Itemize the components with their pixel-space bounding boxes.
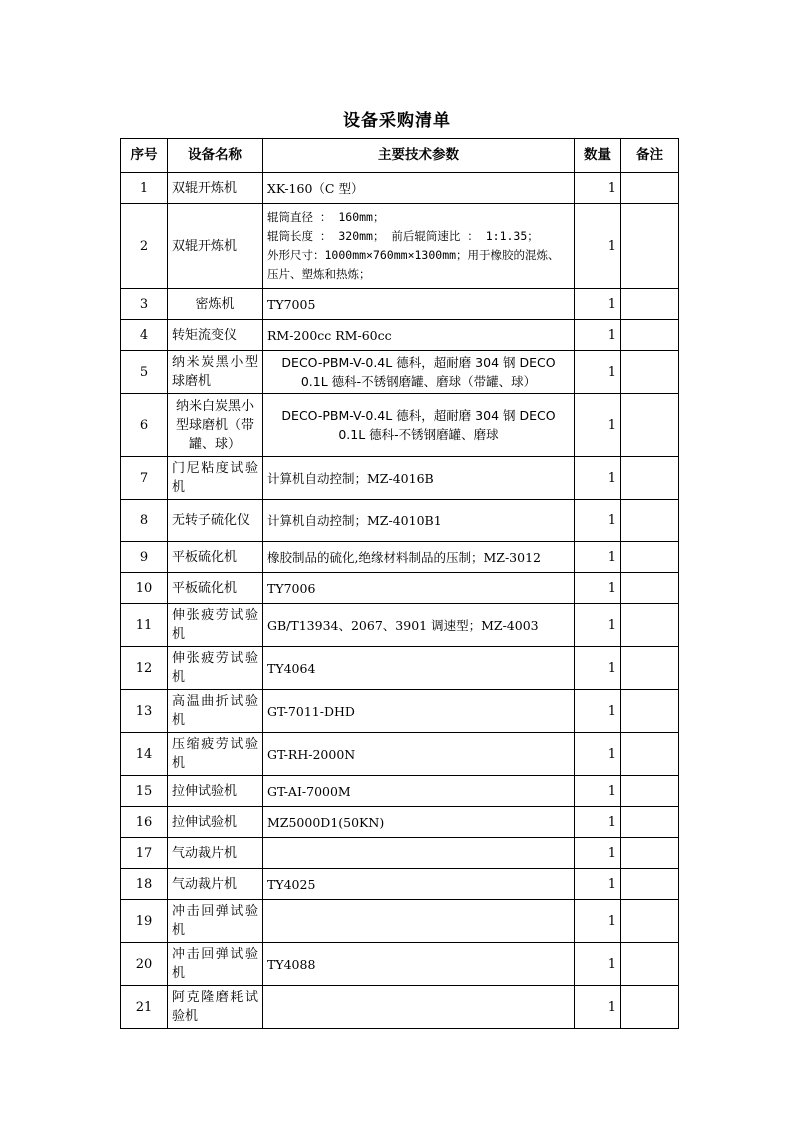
technical-spec: MZ5000D1(50KN): [263, 807, 575, 838]
quantity: 1: [575, 204, 621, 289]
remarks: [621, 838, 679, 869]
quantity: 1: [575, 838, 621, 869]
table-row: [121, 542, 679, 573]
table-row: [121, 733, 679, 776]
technical-spec: RM-200cc RM-60cc: [263, 320, 575, 351]
row-number: 21: [121, 986, 168, 1029]
table-row: [121, 807, 679, 838]
equipment-name: 双辊开炼机: [168, 173, 263, 204]
equipment-name: 平板硫化机: [168, 542, 263, 573]
row-number: 7: [121, 457, 168, 500]
quantity: 1: [575, 733, 621, 776]
quantity: 1: [575, 320, 621, 351]
remarks: [621, 351, 679, 394]
row-number: 8: [121, 500, 168, 542]
row-number: 13: [121, 690, 168, 733]
table-row: [121, 986, 679, 1029]
technical-spec: 橡胶制品的硫化,绝缘材料制品的压制；MZ-3012: [263, 542, 575, 573]
quantity: 1: [575, 289, 621, 320]
equipment-name: 无转子硫化仪: [168, 500, 263, 542]
equipment-name: 伸张疲劳试验机: [168, 647, 263, 690]
quantity: 1: [575, 647, 621, 690]
technical-spec: GT-AI-7000M: [263, 776, 575, 807]
technical-spec: 计算机自动控制；MZ-4010B1: [263, 500, 575, 542]
table-body: [121, 173, 679, 1029]
equipment-name: 伸张疲劳试验机: [168, 604, 263, 647]
row-number: 17: [121, 838, 168, 869]
table-row: [121, 320, 679, 351]
quantity: 1: [575, 394, 621, 457]
row-number: 5: [121, 351, 168, 394]
technical-spec: TY7005: [263, 289, 575, 320]
equipment-name: 平板硫化机: [168, 573, 263, 604]
technical-spec: GT-7011-DHD: [263, 690, 575, 733]
table-row: [121, 943, 679, 986]
table-header-row: [121, 139, 679, 173]
quantity: 1: [575, 604, 621, 647]
table-row: [121, 204, 679, 289]
equipment-name: 高温曲折试验机: [168, 690, 263, 733]
remarks: [621, 900, 679, 943]
technical-spec: XK-160（C 型）: [263, 173, 575, 204]
quantity: 1: [575, 542, 621, 573]
row-number: 1: [121, 173, 168, 204]
quantity: 1: [575, 900, 621, 943]
technical-spec: [263, 838, 575, 869]
technical-spec: TY7006: [263, 573, 575, 604]
header-spec: 主要技术参数: [263, 139, 575, 173]
remarks: [621, 320, 679, 351]
equipment-name: 拉伸试验机: [168, 776, 263, 807]
equipment-name: 拉伸试验机: [168, 807, 263, 838]
row-number: 9: [121, 542, 168, 573]
header-no: 序号: [121, 139, 168, 173]
technical-spec: GB/T13934、2067、3901 调速型；MZ-4003: [263, 604, 575, 647]
remarks: [621, 573, 679, 604]
equipment-name: 压缩疲劳试验机: [168, 733, 263, 776]
row-number: 14: [121, 733, 168, 776]
row-number: 19: [121, 900, 168, 943]
table-row: [121, 776, 679, 807]
quantity: 1: [575, 986, 621, 1029]
table-row: [121, 690, 679, 733]
remarks: [621, 204, 679, 289]
table-row: [121, 289, 679, 320]
table-row: [121, 394, 679, 457]
quantity: 1: [575, 690, 621, 733]
row-number: 18: [121, 869, 168, 900]
table-row: [121, 838, 679, 869]
technical-spec: [263, 986, 575, 1029]
table-row: [121, 500, 679, 542]
table-row: [121, 457, 679, 500]
quantity: 1: [575, 351, 621, 394]
technical-spec: [263, 900, 575, 943]
equipment-name: 冲击回弹试验机: [168, 943, 263, 986]
equipment-name: 密炼机: [168, 289, 263, 320]
quantity: 1: [575, 869, 621, 900]
remarks: [621, 542, 679, 573]
table-row: [121, 604, 679, 647]
table-row: [121, 573, 679, 604]
technical-spec: 计算机自动控制；MZ-4016B: [263, 457, 575, 500]
row-number: 11: [121, 604, 168, 647]
technical-spec: DECO-PBM-V-0.4L 德科，超耐磨 304 钢 DECO 0.1L 德科-不锈钢磨罐、磨球: [263, 394, 575, 457]
remarks: [621, 776, 679, 807]
header-qty: 数量: [575, 139, 621, 173]
technical-spec: DECO-PBM-V-0.4L 德科，超耐磨 304 钢 DECO 0.1L 德科-不锈钢磨罐、磨球（带罐、球）: [263, 351, 575, 394]
row-number: 4: [121, 320, 168, 351]
table-row: [121, 647, 679, 690]
table-row: [121, 869, 679, 900]
remarks: [621, 500, 679, 542]
remarks: [621, 943, 679, 986]
quantity: 1: [575, 173, 621, 204]
remarks: [621, 394, 679, 457]
row-number: 20: [121, 943, 168, 986]
technical-spec: GT-RH-2000N: [263, 733, 575, 776]
row-number: 12: [121, 647, 168, 690]
quantity: 1: [575, 457, 621, 500]
remarks: [621, 986, 679, 1029]
quantity: 1: [575, 776, 621, 807]
quantity: 1: [575, 807, 621, 838]
remarks: [621, 289, 679, 320]
table-row: [121, 351, 679, 394]
row-number: 10: [121, 573, 168, 604]
remarks: [621, 869, 679, 900]
table-row: [121, 900, 679, 943]
row-number: 2: [121, 204, 168, 289]
equipment-name: 纳米炭黑小型球磨机: [168, 351, 263, 394]
remarks: [621, 604, 679, 647]
row-number: 3: [121, 289, 168, 320]
header-name: 设备名称: [168, 139, 263, 173]
equipment-table: [120, 138, 679, 1029]
page-title: 设备采购清单: [343, 111, 451, 131]
remarks: [621, 173, 679, 204]
equipment-name: 纳米白炭黑小型球磨机（带罐、球）: [168, 394, 263, 457]
quantity: 1: [575, 943, 621, 986]
row-number: 15: [121, 776, 168, 807]
quantity: 1: [575, 500, 621, 542]
technical-spec: TY4025: [263, 869, 575, 900]
remarks: [621, 647, 679, 690]
equipment-name: 冲击回弹试验机: [168, 900, 263, 943]
row-number: 6: [121, 394, 168, 457]
technical-spec: 辊筒直径 ： 160mm； 辊筒长度 ： 320mm； 前后辊筒速比 ： 1:1.35； 外形尺寸：1000mm×760mm×1300mm；用于橡胶的混炼、压片、塑炼和热炼；: [263, 204, 575, 289]
equipment-name: 门尼粘度试验机: [168, 457, 263, 500]
technical-spec: TY4064: [263, 647, 575, 690]
equipment-name: 转矩流变仪: [168, 320, 263, 351]
row-number: 16: [121, 807, 168, 838]
remarks: [621, 690, 679, 733]
remarks: [621, 733, 679, 776]
equipment-name: 双辊开炼机: [168, 204, 263, 289]
remarks: [621, 457, 679, 500]
equipment-name: 气动裁片机: [168, 869, 263, 900]
equipment-name: 阿克隆磨耗试验机: [168, 986, 263, 1029]
table-row: [121, 173, 679, 204]
remarks: [621, 807, 679, 838]
equipment-name: 气动裁片机: [168, 838, 263, 869]
technical-spec: TY4088: [263, 943, 575, 986]
header-note: 备注: [621, 139, 679, 173]
quantity: 1: [575, 573, 621, 604]
